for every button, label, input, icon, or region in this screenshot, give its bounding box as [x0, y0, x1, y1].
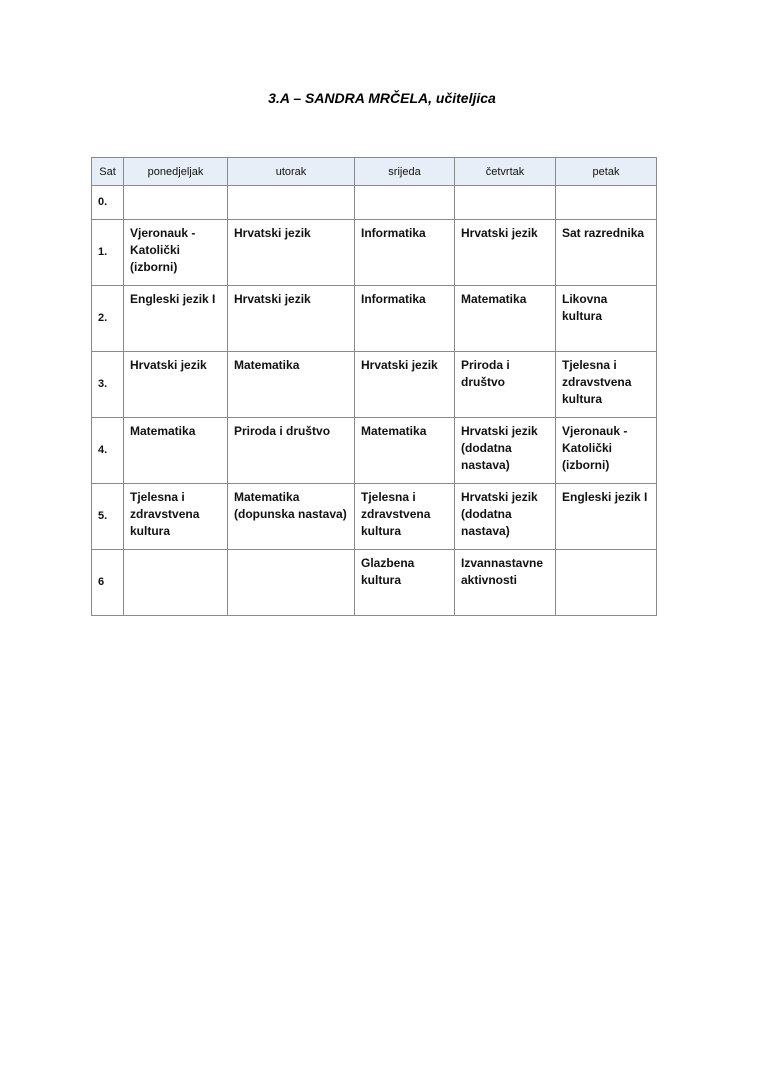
- table-cell: Priroda i društvo: [455, 352, 556, 418]
- table-cell: [228, 550, 355, 616]
- period-number: 1.: [92, 220, 124, 286]
- table-cell: Priroda i društvo: [228, 418, 355, 484]
- table-cell: Hrvatski jezik: [228, 286, 355, 352]
- table-cell: [355, 186, 455, 220]
- table-cell: Matematika: [228, 352, 355, 418]
- period-number: 3.: [92, 352, 124, 418]
- header-sat: Sat: [92, 158, 124, 186]
- table-cell: Informatika: [355, 286, 455, 352]
- header-row: [92, 158, 657, 186]
- table-cell: [124, 550, 228, 616]
- table-row: [92, 418, 657, 484]
- table-cell: [124, 186, 228, 220]
- table-cell: Izvannastavne aktivnosti: [455, 550, 556, 616]
- period-number: 5.: [92, 484, 124, 550]
- table-cell: Likovna kultura: [556, 286, 657, 352]
- timetable: [91, 157, 657, 616]
- table-cell: Glazbena kultura: [355, 550, 455, 616]
- table-cell: [228, 186, 355, 220]
- table-cell: Matematika (dopunska nastava): [228, 484, 355, 550]
- table-cell: [455, 186, 556, 220]
- table-cell: Hrvatski jezik: [455, 220, 556, 286]
- table-cell: [556, 186, 657, 220]
- table-cell: Matematika: [355, 418, 455, 484]
- table-cell: Tjelesna i zdravstvena kultura: [556, 352, 657, 418]
- table-row: [92, 550, 657, 616]
- table-row: [92, 286, 657, 352]
- header-utorak: utorak: [228, 158, 355, 186]
- table-cell: [556, 550, 657, 616]
- table-cell: Matematika: [455, 286, 556, 352]
- table-cell: Tjelesna i zdravstvena kultura: [355, 484, 455, 550]
- table-cell: Matematika: [124, 418, 228, 484]
- table-cell: Hrvatski jezik (dodatna nastava): [455, 418, 556, 484]
- table-cell: Informatika: [355, 220, 455, 286]
- table-row: [92, 220, 657, 286]
- table-row: [92, 484, 657, 550]
- table-row: [92, 352, 657, 418]
- header-petak: petak: [556, 158, 657, 186]
- period-number: 2.: [92, 286, 124, 352]
- table-cell: Tjelesna i zdravstvena kultura: [124, 484, 228, 550]
- table-cell: Vjeronauk - Katolički (izborni): [556, 418, 657, 484]
- table-cell: Hrvatski jezik (dodatna nastava): [455, 484, 556, 550]
- table-cell: Vjeronauk - Katolički (izborni): [124, 220, 228, 286]
- header-srijeda: srijeda: [355, 158, 455, 186]
- table-cell: Sat razrednika: [556, 220, 657, 286]
- header-ponedjeljak: ponedjeljak: [124, 158, 228, 186]
- table-row: [92, 186, 657, 220]
- period-number: 6: [92, 550, 124, 616]
- table-cell: Hrvatski jezik: [228, 220, 355, 286]
- page-title: 3.A – SANDRA MRČELA, učiteljica: [268, 90, 496, 106]
- period-number: 0.: [92, 186, 124, 220]
- header-cetvrtak: četvrtak: [455, 158, 556, 186]
- period-number: 4.: [92, 418, 124, 484]
- table-cell: Hrvatski jezik: [124, 352, 228, 418]
- table-cell: Engleski jezik I: [124, 286, 228, 352]
- table-cell: Hrvatski jezik: [355, 352, 455, 418]
- table-cell: Engleski jezik I: [556, 484, 657, 550]
